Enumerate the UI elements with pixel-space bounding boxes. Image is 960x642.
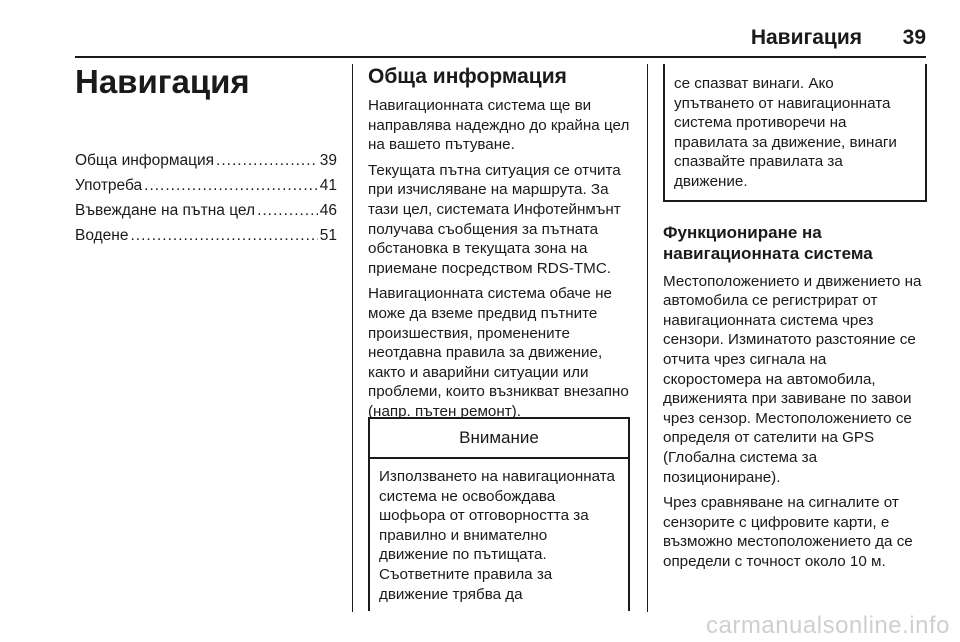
- toc-page: 46: [319, 202, 337, 219]
- section-title: Функциониране на навигационната система: [663, 222, 873, 263]
- toc-page: 51: [319, 227, 337, 244]
- toc-label: Употреба: [75, 177, 143, 194]
- toc-entry[interactable]: [75, 198, 337, 223]
- warning-text-continued: се спазват винаги. Ако упътването от навигационната система противоречи на правилата за движение, винаги спазвайте правилата за движение.: [674, 75, 897, 190]
- toc-leader: [130, 223, 317, 248]
- toc-label: Водене: [75, 227, 129, 244]
- running-head: Навигация: [750, 26, 862, 49]
- paragraph: Текущата пътна ситуация се отчита при изчисляване на маршрута. За тази цел, системата Инфотейнмънт получава съобщения за пътната обстановка в текущата зона на приемане посредством RDS-TMC.: [368, 161, 621, 277]
- warning-body: [370, 459, 628, 604]
- toc-page: 39: [319, 152, 337, 169]
- toc-leader: [257, 198, 318, 223]
- paragraph: Навигационната система ще ви направлява надеждно до крайна цел на вашето пътуване.: [368, 97, 630, 154]
- toc-entry[interactable]: [75, 173, 337, 198]
- toc-label: Обща информация: [75, 152, 215, 169]
- column-system-function: [663, 64, 927, 577]
- toc-entry[interactable]: [75, 223, 337, 248]
- toc-leader: [144, 173, 318, 198]
- paragraph: Навигационната система обаче не може да вземе предвид пътните произшествия, променените неотдавна правила за движение, както и аварийни ситуации или проблеми, които възникват внезапно (напр. пътен ремонт).: [368, 285, 629, 420]
- chapter-title: Навигация: [75, 63, 250, 100]
- warning-text: Използването на навигационната система не освобождава шофьора от отговорността за правилно и внимателно движение по пътищата. Съответните правила за движение трябва да: [379, 468, 616, 603]
- paragraph: Местоположението и движението на автомобила се регистрират от навигационната система чрез сензори. Изминатото разстояние се отчита чрез сигнала на скоростомера на автомобила, движенията при завиване по завои чрез сензор. Местоположението се определя от сателити на GPS (Глобална система за позициониране).: [663, 272, 922, 486]
- toc-leader: [216, 148, 318, 173]
- section-title: Обща информация: [368, 65, 567, 88]
- warning-box: [368, 417, 630, 611]
- paragraph: Чрез сравняване на сигналите от сензорите с цифровите карти, е възможно местоположението да се определи с точност около 10 м.: [663, 494, 913, 570]
- warning-heading: Внимание: [370, 419, 628, 459]
- column-general-info: [368, 64, 630, 428]
- header-rule: [75, 56, 926, 58]
- toc-label: Въвеждане на пътна цел: [75, 202, 256, 219]
- watermark: carmanualsonline.info: [706, 612, 950, 639]
- column-contents: [75, 62, 337, 248]
- page-number: 39: [902, 26, 926, 49]
- column-divider-left: [352, 64, 353, 612]
- toc-entry[interactable]: [75, 148, 337, 173]
- warning-box-continued: [663, 64, 927, 202]
- toc-page: 41: [319, 177, 337, 194]
- column-divider-right: [647, 64, 648, 612]
